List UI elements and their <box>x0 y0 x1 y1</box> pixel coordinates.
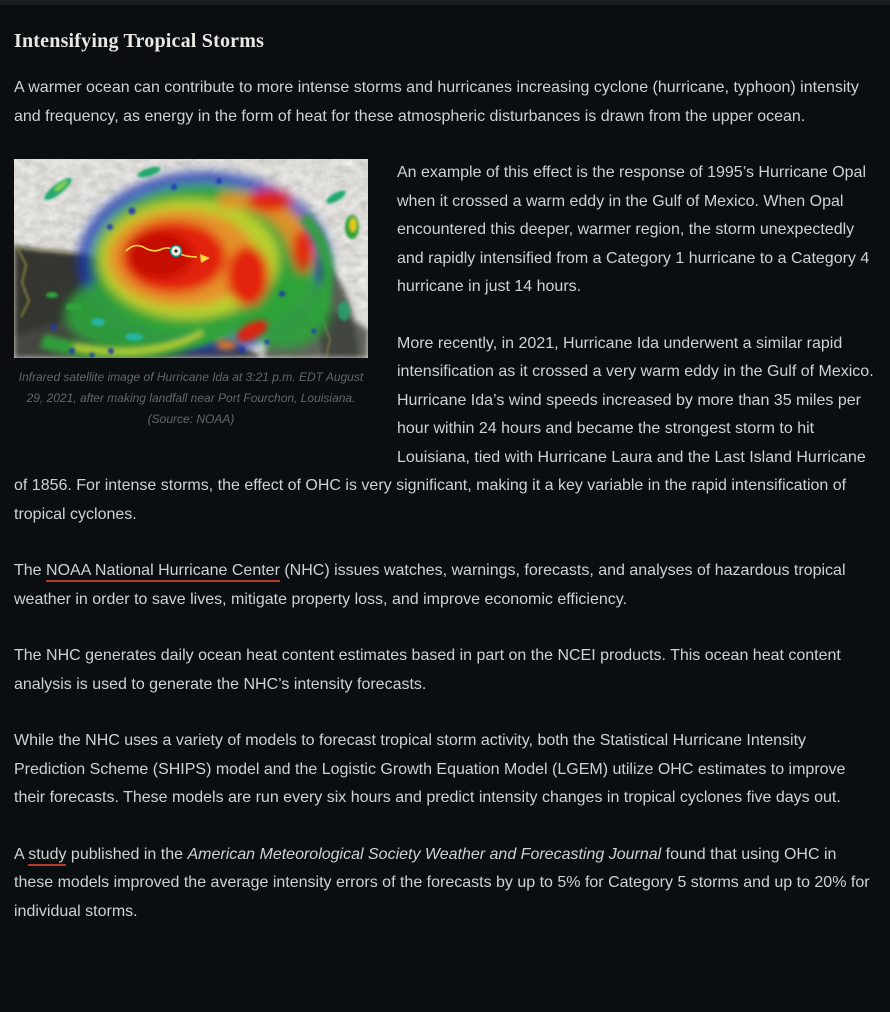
article-page <box>14 28 876 926</box>
hurricane-ida-infrared-graphic <box>14 159 368 358</box>
study-link[interactable]: study <box>28 846 66 866</box>
noaa-national-hurricane-center-link[interactable]: NOAA National Hurricane Center <box>46 562 280 582</box>
intro-paragraph: A warmer ocean can contribute to more intense storms and hurricanes increasing cyclone (hurricane, typhoon) intensity and frequency, as energy in the form of heat for these atmospheric disturbances is drawn from the upper ocean. <box>14 79 859 125</box>
figure-caption: Infrared satellite image of Hurricane Ida at 3:21 p.m. EDT August 29, 2021, after making landfall near Port Fourchon, Louisiana. (Source: NOAA) <box>18 370 364 426</box>
study-paragraph <box>14 841 876 927</box>
top-divider <box>0 0 890 5</box>
ida-paragraph: More recently, in 2021, Hurricane Ida underwent a similar rapid intensification as it crossed a very warm eddy in the Gulf of Mexico. Hurricane Ida’s wind speeds increased by more than 35 miles per hour within 24 hours and became the strongest storm to hit Louisiana, tied with Hurricane Laura and the Last Island Hurricane of 1856. For intense storms, the effect of OHC is very significant, making it a key variable in the rapid intensification of tropical cyclones. <box>14 334 874 523</box>
study-paragraph-pre: A <box>14 845 29 863</box>
journal-name: American Meteorological Society Weather and Forecasting Journal <box>187 845 662 863</box>
page-title: Intensifying Tropical Storms <box>14 30 265 52</box>
nhc-paragraph <box>14 557 876 614</box>
hurricane-figure <box>14 159 368 430</box>
study-paragraph-mid: published in the <box>66 845 188 863</box>
hurricane-ida-satellite-image <box>14 159 368 358</box>
models-paragraph: While the NHC uses a variety of models to forecast tropical storm activity, both the Statistical Hurricane Intensity Prediction Scheme (SHIPS) model and the Logistic Growth Equation Model (LGEM) utilize OHC estimates to improve their forecasts. These models are run every six hours and predict intensity changes in tropical cyclones five days out. <box>14 732 846 806</box>
ocean-heat-paragraph: The NHC generates daily ocean heat content estimates based in part on the NCEI products. This ocean heat content analysis is used to generate the NHC’s intensity forecasts. <box>14 647 841 693</box>
opal-paragraph: An example of this effect is the response of 1995’s Hurricane Opal when it crossed a warm eddy in the Gulf of Mexico. When Opal encountered this deeper, warmer region, the storm unexpectedly and rapidly intensified from a Category 1 hurricane to a Category 4 hurricane in just 14 hours. <box>397 164 870 295</box>
study-paragraph-post: found that using OHC in these models improved the average intensity errors of the forecasts by up to 5% for Category 5 storms and up to 20% for individual storms. <box>14 845 870 920</box>
nhc-paragraph-post: (NHC) issues watches, warnings, forecasts, and analyses of hazardous tropical weather in order to save lives, mitigate property loss, and improve economic efficiency. <box>14 562 846 608</box>
nhc-paragraph-pre: The <box>14 562 47 579</box>
